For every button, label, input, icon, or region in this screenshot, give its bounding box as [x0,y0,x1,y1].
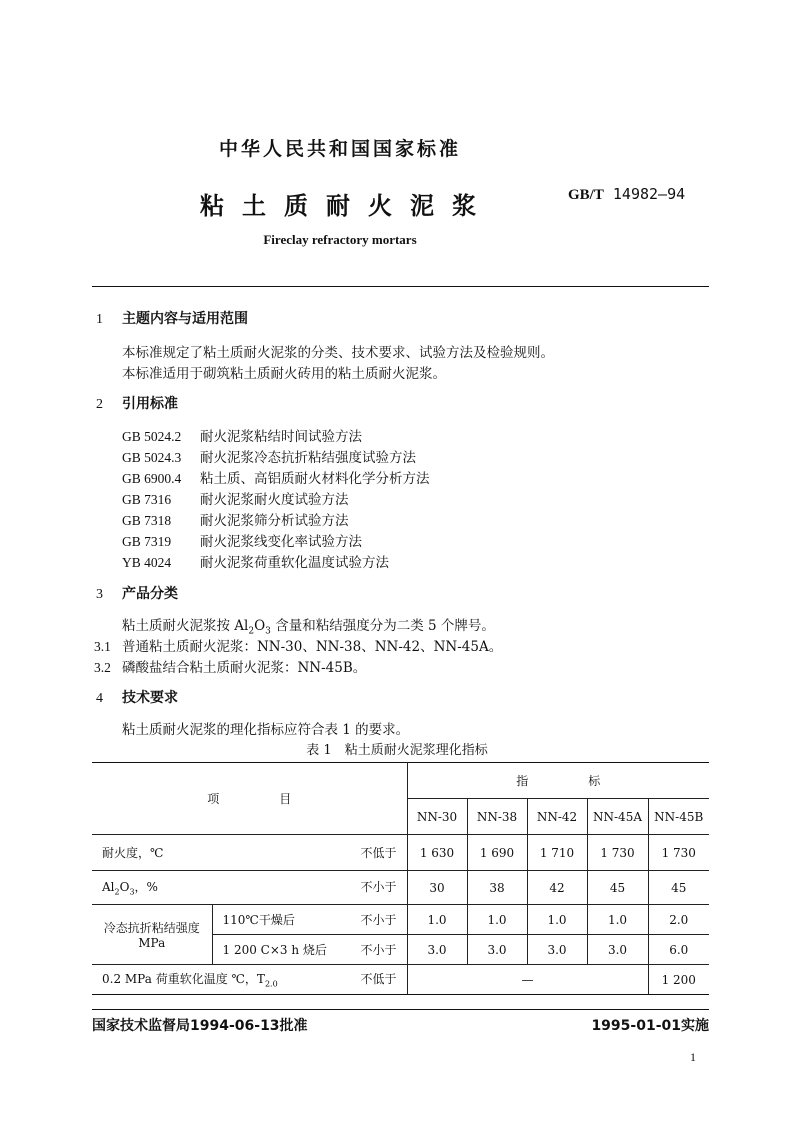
properties-table [92,762,709,995]
reference-item: GB 7316 耐火泥浆耐火度试验方法 [122,492,349,508]
table-cell: 30 [407,871,467,905]
standard-number [568,185,685,204]
table-row [92,965,709,995]
footer-divider [92,1009,709,1010]
section-4-heading: 4 技术要求 [96,690,178,706]
section-4-paragraph: 粘土质耐火泥浆的理化指标应符合表 1 的要求。 [122,722,410,738]
reference-item: GB 5024.2 耐火泥浆粘结时间试验方法 [122,429,362,445]
table-cell-merged: — [407,965,648,995]
grade-header: NN-45B [648,799,709,835]
item-header: 项 目 [92,763,407,835]
table-cell: 1 710 [527,835,587,871]
grade-header: NN-42 [527,799,587,835]
table-cell: 3.0 [527,935,587,965]
reference-item: GB 6900.4 粘土质、高铝质耐火材料化学分析方法 [122,471,430,487]
implementation-note: 1995-01-01实施 [591,1018,709,1034]
section-1-heading: 1 主题内容与适用范围 [96,311,248,327]
table-cell: 1 730 [587,835,648,871]
table-cell: 1.0 [407,905,467,935]
table-cell: 3.0 [587,935,648,965]
table-caption: 表 1 粘土质耐火泥浆理化指标 [306,743,488,758]
index-header: 指 标 [407,763,709,799]
grade-header: NN-45A [587,799,648,835]
table-cell: 1.0 [467,905,527,935]
table-cell: 1 630 [407,835,467,871]
reference-item: YB 4024 耐火泥浆荷重软化温度试验方法 [122,555,389,571]
section-3-2: 3.2 磷酸盐结合粘土质耐火泥浆：NN-45B。 [94,660,367,676]
page-number: 1 [690,1050,696,1064]
section-3-heading: 3 产品分类 [96,586,178,602]
row-label-refractoriness: 耐火度，℃ 不低于 [92,835,407,871]
table-cell: 3.0 [467,935,527,965]
standard-code: 14982—94 [612,185,686,203]
table-cell: 38 [467,871,527,905]
row-label-strength: 冷态抗折粘结强度 MPa [92,905,212,965]
document-title: 粘土质耐火泥浆 [200,192,494,220]
row-label-softening: 0.2 MPa 荷重软化温度 ℃，$T_{2.0}$ 不低于 [92,965,407,995]
section-1-paragraph: 本标准适用于砌筑粘土质耐火砖用的粘土质耐火泥浆。 [122,366,446,382]
table-row [92,871,709,905]
row-label-al2o3: $Al_2O_3$，% 不小于 [92,871,407,905]
table-cell: 2.0 [648,905,709,935]
english-title: Fireclay refractory mortars [263,232,417,247]
table-row [92,835,709,871]
table-cell: 1.0 [527,905,587,935]
section-1-paragraph: 本标准规定了粘土质耐火泥浆的分类、技术要求、试验方法及检验规则。 [122,345,554,361]
grade-header: NN-38 [467,799,527,835]
header-divider [92,286,709,287]
grade-header: NN-30 [407,799,467,835]
row-sublabel-dried: 110℃干燥后 不小于 [212,905,407,935]
table-row [92,905,709,935]
section-3-1: 3.1 普通粘土质耐火泥浆：NN-30、NN-38、NN-42、NN-45A。 [94,639,503,655]
table-cell: 1 730 [648,835,709,871]
table-cell: 3.0 [407,935,467,965]
table-cell: 45 [587,871,648,905]
standard-prefix: GB/T [568,187,604,203]
table-header-row [92,763,709,799]
table-cell: 6.0 [648,935,709,965]
row-sublabel-fired: 1 200 C×3 h 烧后 不小于 [212,935,407,965]
table-cell: 1 690 [467,835,527,871]
reference-item: GB 7319 耐火泥浆线变化率试验方法 [122,534,362,550]
org-title: 中华人民共和国国家标准 [218,138,461,160]
table-cell: 1 200 [648,965,709,995]
approval-note: 国家技术监督局1994-06-13批准 [92,1018,308,1034]
reference-item: GB 5024.3 耐火泥浆冷态抗折粘结强度试验方法 [122,450,416,466]
table-cell: 42 [527,871,587,905]
table-cell: 1.0 [587,905,648,935]
table-cell: 45 [648,871,709,905]
section-3-paragraph: 粘土质耐火泥浆按 $Al_2O_3$ 含量和粘结强度分为二类 5 个牌号。 [122,618,495,637]
reference-item: GB 7318 耐火泥浆筛分析试验方法 [122,513,349,529]
section-2-heading: 2 引用标准 [96,396,178,412]
